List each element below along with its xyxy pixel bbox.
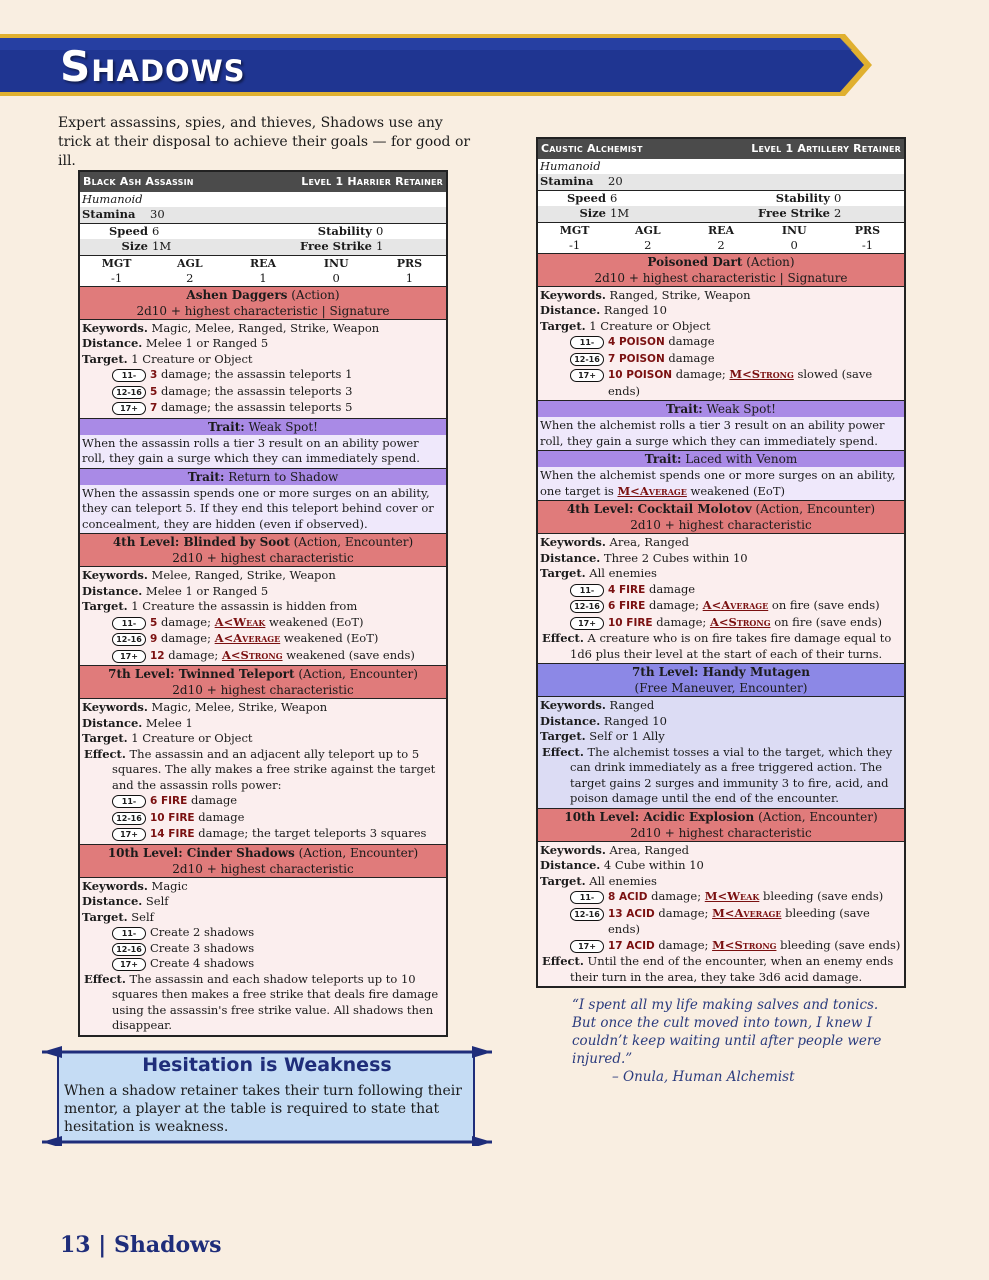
char-rea: REA 1: [249, 256, 277, 285]
speed-value: 6: [610, 190, 618, 205]
monster-name: Caustic Alchemist: [541, 142, 643, 155]
statblock-header: [538, 139, 904, 159]
monster-name: Black Ash Assassin: [83, 175, 194, 188]
tier-1-row: 11- 4 FIRE damage: [540, 582, 902, 599]
sidebar-title: Hesitation is Weakness: [142, 1054, 392, 1076]
ability-body: Keywords. Magic, Melee, Ranged, Strike, Weapon Distance. Melee 1 or Ranged 5 Target. 1 Creature or Object 11- 3 damage; the assassin teleports 1 12-16 5 damage; the assassin teleports 3 17+ 7 damage; the assassin teleports 5: [80, 320, 446, 418]
tier-3-row: 17+ 7 damage; the assassin teleports 5: [82, 400, 444, 417]
stability-value: 0: [376, 223, 384, 238]
flavor-quote: [572, 996, 892, 1086]
ability-acidic-explosion: 10th Level: Acidic Explosion (Action, Encounter) 2d10 + highest characteristic: [538, 808, 904, 842]
speed-value: 6: [152, 223, 160, 238]
ability-poisoned-dart: Poisoned Dart (Action) 2d10 + highest characteristic | Signature: [538, 254, 904, 287]
statblock-header: [80, 172, 446, 192]
char-inu: INU 0: [323, 256, 349, 285]
speed-label: Speed: [566, 190, 606, 205]
ability-body: Keywords. Area, Ranged Distance. Three 2 Cubes within 10 Target. All enemies 11- 4 FIRE damage 12-16 6 FIRE damage; A<Average on fire (save ends) 17+ 10 FIRE damage; A<Strong on fire (save ends) Effect. A creature who is on fire takes fire damage equal to 1d6 plus their level at the start of each of their turns.: [538, 534, 904, 663]
footer-separator: |: [98, 1232, 107, 1258]
monster-type: Humanoid: [540, 158, 601, 173]
char-agl: AGL 2: [176, 256, 203, 285]
tier-3-badge: 17+: [112, 958, 146, 971]
tier-2-badge: 12-16: [112, 633, 146, 646]
page-title: Shadows: [60, 42, 246, 91]
tier-1-row: 11- 3 damage; the assassin teleports 1: [82, 367, 444, 384]
characteristics-table: [80, 255, 446, 287]
tier-3-row: 17+ Create 4 shadows: [82, 956, 444, 972]
size-value: 1M: [610, 206, 630, 220]
char-prs: PRS 1: [396, 256, 423, 285]
trait-text: When the alchemist spends one or more surges on an ability, one target is M<Average weakened (EoT): [538, 467, 904, 500]
tier-3-badge: 17+: [112, 650, 146, 663]
size-label: Size: [579, 206, 606, 220]
tier-2-row: 12-16 10 FIRE damage: [82, 810, 444, 827]
speed-row: [80, 223, 446, 240]
monster-type: Humanoid: [82, 191, 143, 206]
trait-text: When the alchemist rolls a tier 3 result on an ability power roll, they gain a surge which they can immediately spend.: [538, 417, 904, 450]
trait-weak-spot: Trait: Weak Spot!: [538, 400, 904, 417]
tier-1-row: 11- 4 POISON damage: [540, 334, 902, 351]
tier-1-badge: 11-: [112, 617, 146, 630]
stamina-value: 30: [150, 207, 165, 221]
tier-1-badge: 11-: [112, 927, 146, 940]
ability-ashen-daggers: Ashen Daggers (Action) 2d10 + highest characteristic | Signature: [80, 287, 446, 320]
free-strike-label: Free Strike: [758, 206, 830, 220]
tier-1-row: 11- 5 damage; A<Weak weakened (EoT): [82, 615, 444, 632]
tier-2-row: 12-16 13 ACID damage; M<Average bleeding (save ends): [540, 906, 902, 938]
ability-body: Keywords. Melee, Ranged, Strike, Weapon Distance. Melee 1 or Ranged 5 Target. 1 Creature the assassin is hidden from 11- 5 damage; A<Weak weakened (EoT) 12-16 9 damage; A<Average weakened (EoT) 17+ 12 damage; A<Strong weakened (save ends): [80, 567, 446, 665]
tier-2-badge: 12-16: [112, 812, 146, 825]
trait-text: When the assassin rolls a tier 3 result on an ability power roll, they gain a surge which they can immediately spend.: [80, 435, 446, 468]
tier-2-badge: 12-16: [112, 386, 146, 399]
tier-1-badge: 11-: [570, 584, 604, 597]
tier-1-row: 11- 6 FIRE damage: [82, 793, 444, 810]
ability-blinded-by-soot: 4th Level: Blinded by Soot (Action, Encounter) 2d10 + highest characteristic: [80, 533, 446, 567]
tier-2-row: 12-16 Create 3 shadows: [82, 941, 444, 957]
char-mgt: MGT -1: [559, 223, 590, 252]
ability-body: Keywords. Ranged Distance. Ranged 10 Target. Self or 1 Ally Effect. The alchemist tosses a vial to the target, which they can drink immediately as a free triggered action. The target gains 2 surges and immunity 3 to fire, acid, and poison damage until the end of the encounter.: [538, 697, 904, 808]
tier-2-row: 12-16 9 damage; A<Average weakened (EoT): [82, 631, 444, 648]
stamina-value: 20: [608, 174, 623, 188]
size-value: 1M: [152, 239, 172, 253]
stability-value: 0: [834, 190, 842, 205]
tier-3-row: 17+ 10 FIRE damage; A<Strong on fire (save ends): [540, 615, 902, 632]
ability-body: Keywords. Area, Ranged Distance. 4 Cube within 10 Target. All enemies 11- 8 ACID damage; M<Weak bleeding (save ends) 12-16 13 ACID damage; M<Average bleeding (save ends) 17+ 17 ACID damage; M<Strong bleeding (save ends) Effect. Until the end of the encounter, when an enemy ends their turn in the area, they take 3d6 acid damage.: [538, 842, 904, 987]
quote-attribution: – Onula, Human Alchemist: [612, 1069, 795, 1085]
page-number: 13: [60, 1232, 91, 1258]
speed-label: Speed: [108, 223, 148, 238]
tier-1-badge: 11-: [112, 795, 146, 808]
monster-level: Level 1 Harrier Retainer: [301, 175, 443, 188]
ability-body: Keywords. Magic, Melee, Strike, Weapon Distance. Melee 1 Target. 1 Creature or Object Effect. The assassin and an adjacent ally teleport up to 5 squares. The ally makes a free strike against the target and the assassin rolls power: 11- 6 FIRE damage 12-16 10 FIRE damage 17+ 14 FIRE damage; the target teleports 3 squares: [80, 699, 446, 844]
ability-cinder-shadows: 10th Level: Cinder Shadows (Action, Encounter) 2d10 + highest characteristic: [80, 844, 446, 878]
tier-3-row: 17+ 10 POISON damage; M<Strong slowed (save ends): [540, 367, 902, 399]
char-inu: INU 0: [781, 223, 807, 252]
monster-level: Level 1 Artillery Retainer: [751, 142, 901, 155]
tier-1-row: 11- 8 ACID damage; M<Weak bleeding (save ends): [540, 889, 902, 906]
tier-1-badge: 11-: [112, 369, 146, 382]
free-strike-value: 2: [834, 206, 842, 220]
statblock-black-ash-assassin: [78, 170, 448, 1037]
stamina-row: [538, 174, 904, 190]
stamina-label: Stamina: [540, 174, 594, 188]
sidebar-body: When a shadow retainer takes their turn following their mentor, a player at the table is required to state that hesitation is weakness.: [64, 1083, 462, 1135]
ability-handy-mutagen: 7th Level: Handy Mutagen (Free Maneuver, Encounter): [538, 663, 904, 697]
tier-2-row: 12-16 7 POISON damage: [540, 351, 902, 368]
tier-2-badge: 12-16: [570, 908, 604, 921]
stamina-label: Stamina: [82, 207, 136, 221]
ability-cocktail-molotov: 4th Level: Cocktail Molotov (Action, Encounter) 2d10 + highest characteristic: [538, 500, 904, 534]
tier-2-badge: 12-16: [570, 353, 604, 366]
tier-2-badge: 12-16: [570, 600, 604, 613]
free-strike-label: Free Strike: [300, 239, 372, 253]
free-strike-value: 1: [376, 239, 384, 253]
tier-3-badge: 17+: [112, 828, 146, 841]
tier-3-badge: 17+: [570, 940, 604, 953]
tier-3-row: 17+ 12 damage; A<Strong weakened (save ends): [82, 648, 444, 665]
tier-1-badge: 11-: [570, 336, 604, 349]
size-row: [538, 206, 904, 222]
trait-laced-with-venom: Trait: Laced with Venom: [538, 450, 904, 467]
char-agl: AGL 2: [634, 223, 661, 252]
tier-3-row: 17+ 14 FIRE damage; the target teleports 3 squares: [82, 826, 444, 843]
tier-2-badge: 12-16: [112, 943, 146, 956]
ability-twinned-teleport: 7th Level: Twinned Teleport (Action, Encounter) 2d10 + highest characteristic: [80, 665, 446, 699]
speed-row: [538, 190, 904, 207]
tier-3-badge: 17+: [570, 617, 604, 630]
tier-3-badge: 17+: [112, 402, 146, 415]
size-label: Size: [121, 239, 148, 253]
characteristics-table: [538, 222, 904, 254]
stability-label: Stability: [775, 190, 830, 205]
char-rea: REA 2: [707, 223, 735, 252]
tier-1-badge: 11-: [570, 891, 604, 904]
tier-3-badge: 17+: [570, 369, 604, 382]
tier-2-row: 12-16 6 FIRE damage; A<Average on fire (save ends): [540, 598, 902, 615]
stamina-row: [80, 207, 446, 223]
size-row: [80, 239, 446, 255]
statblock-caustic-alchemist: [536, 137, 906, 988]
trait-return-to-shadow: Trait: Return to Shadow: [80, 468, 446, 485]
char-prs: PRS -1: [854, 223, 881, 252]
stability-label: Stability: [317, 223, 372, 238]
page-footer: [60, 1232, 222, 1258]
ability-body: Keywords. Ranged, Strike, Weapon Distance. Ranged 10 Target. 1 Creature or Object 11- 4 POISON damage 12-16 7 POISON damage 17+ 10 POISON damage; M<Strong slowed (save ends): [538, 287, 904, 401]
tier-1-row: 11- Create 2 shadows: [82, 925, 444, 941]
sidebar-box: [42, 1046, 492, 1146]
quote-text: “I spent all my life making salves and tonics. But once the cult moved into town, I knew I couldn’t keep waiting until after people were injured.”: [572, 997, 882, 1067]
tier-2-row: 12-16 5 damage; the assassin teleports 3: [82, 384, 444, 401]
trait-text: When the assassin spends one or more surges on an ability, they can teleport 5. If they end this teleport behind cover or concealment, they are hidden (even if observed).: [80, 485, 446, 534]
footer-section: Shadows: [113, 1232, 222, 1258]
trait-weak-spot: Trait: Weak Spot!: [80, 418, 446, 435]
char-mgt: MGT -1: [101, 256, 132, 285]
tier-3-row: 17+ 17 ACID damage; M<Strong bleeding (save ends): [540, 938, 902, 955]
intro-paragraph: Expert assassins, spies, and thieves, Shadows use any trick at their disposal to achieve their goals — for good or ill.: [58, 115, 471, 169]
ability-body: Keywords. Magic Distance. Self Target. Self 11- Create 2 shadows 12-16 Create 3 shadows 17+ Create 4 shadows Effect. The assassin and each shadow teleports up to 10 squares then makes a free strike that deals fire damage using the assassin's free strike value. All shadows then disappear.: [80, 878, 446, 1035]
